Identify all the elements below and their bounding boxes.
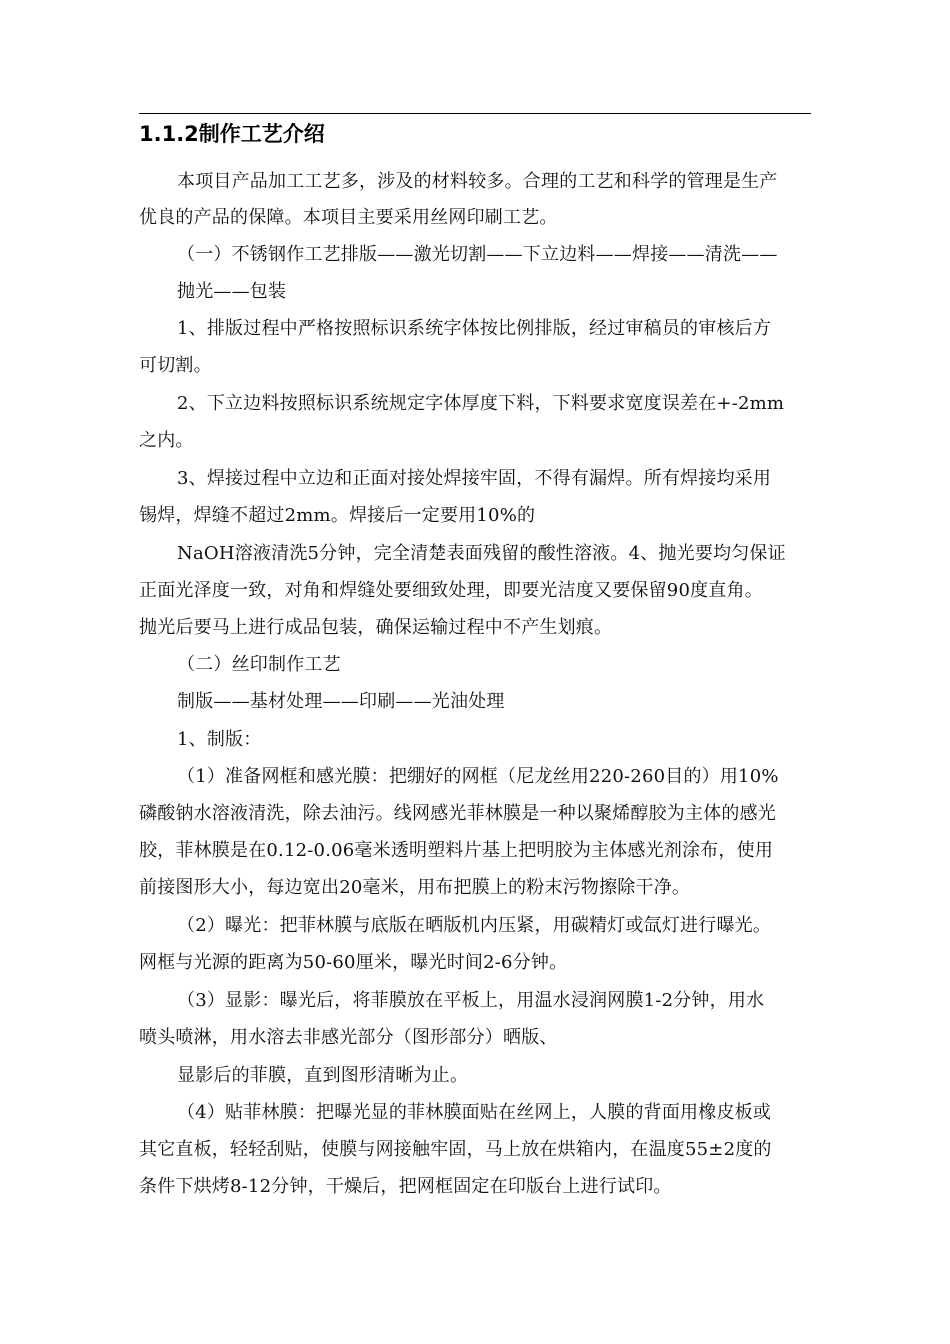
- paragraph-line: （一）不锈钢作工艺排版——激光切割——下立边料——焊接——清洗——: [177, 244, 778, 265]
- paragraph-line: 3、焊接过程中立边和正面对接处焊接牢固，不得有漏焊。所有焊接均采用: [177, 468, 772, 489]
- paragraph-line: 抛光——包装: [177, 281, 287, 302]
- paragraph-line: 前接图形大小，每边宽出20毫米，用布把膜上的粉末污物擦除干净。: [139, 877, 691, 898]
- paragraph-line: （2）曝光：把菲林膜与底版在晒版机内压紧，用碳精灯或氙灯进行曝光。: [177, 915, 772, 936]
- paragraph-line: 可切割。: [139, 355, 212, 376]
- paragraph-line: 磷酸钠水溶液清洗，除去油污。线网感光菲林膜是一种以聚烯醇胶为主体的感光: [139, 803, 776, 824]
- paragraph-line: 本项目产品加工工艺多，涉及的材料较多。合理的工艺和科学的管理是生产: [177, 171, 778, 192]
- paragraph-line: 显影后的菲膜，直到图形清晰为止。: [177, 1065, 469, 1086]
- paragraph-line: 1、排版过程中严格按照标识系统字体按比例排版，经过审稿员的审核后方: [177, 318, 772, 339]
- paragraph-line: 正面光泽度一致，对角和焊缝处要细致处理，即要光洁度又要保留90度直角。: [139, 580, 763, 601]
- paragraph-line: （二）丝印制作工艺: [177, 654, 341, 675]
- paragraph-line: 胶，菲林膜是在0.12-0.06毫米透明塑料片基上把明胶为主体感光剂涂布，使用: [139, 840, 774, 861]
- section-heading: 1.1.2制作工艺介绍: [139, 122, 325, 146]
- paragraph-line: 其它直板，轻轻刮贴，使膜与网接触牢固，马上放在烘箱内，在温度55±2度的: [139, 1139, 772, 1160]
- paragraph-line: 之内。: [139, 430, 194, 451]
- header-rule: [139, 113, 811, 114]
- paragraph-line: 制版——基材处理——印刷——光油处理: [177, 691, 505, 712]
- paragraph-line: 网框与光源的距离为50-60厘米，曝光时间2-6分钟。: [139, 952, 568, 973]
- paragraph-line: NaOH溶液清洗5分钟，完全清楚表面残留的酸性溶液。4、抛光要均匀保证: [177, 543, 786, 564]
- paragraph-line: 优良的产品的保障。本项目主要采用丝网印刷工艺。: [139, 207, 558, 228]
- paragraph-line: 条件下烘烤8-12分钟，干燥后，把网框固定在印版台上进行试印。: [139, 1176, 672, 1197]
- paragraph-line: 锡焊，焊缝不超过2mm。焊接后一定要用10%的: [139, 505, 536, 526]
- paragraph-line: （4）贴菲林膜：把曝光显的菲林膜面贴在丝网上，人膜的背面用橡皮板或: [177, 1102, 772, 1123]
- paragraph-line: 抛光后要马上进行成品包装，确保运输过程中不产生划痕。: [139, 617, 613, 638]
- paragraph-line: （1）准备网框和感光膜：把绷好的网框（尼龙丝用220-260目的）用10%: [177, 766, 779, 787]
- paragraph-line: 1、制版：: [177, 729, 262, 750]
- paragraph-line: 喷头喷淋，用水溶去非感光部分（图形部分）晒版、: [139, 1027, 558, 1048]
- paragraph-line: 2、下立边料按照标识系统规定字体厚度下料，下料要求宽度误差在+-2mm: [177, 393, 785, 414]
- paragraph-line: （3）显影：曝光后，将菲膜放在平板上，用温水浸润网膜1-2分钟，用水: [177, 990, 765, 1011]
